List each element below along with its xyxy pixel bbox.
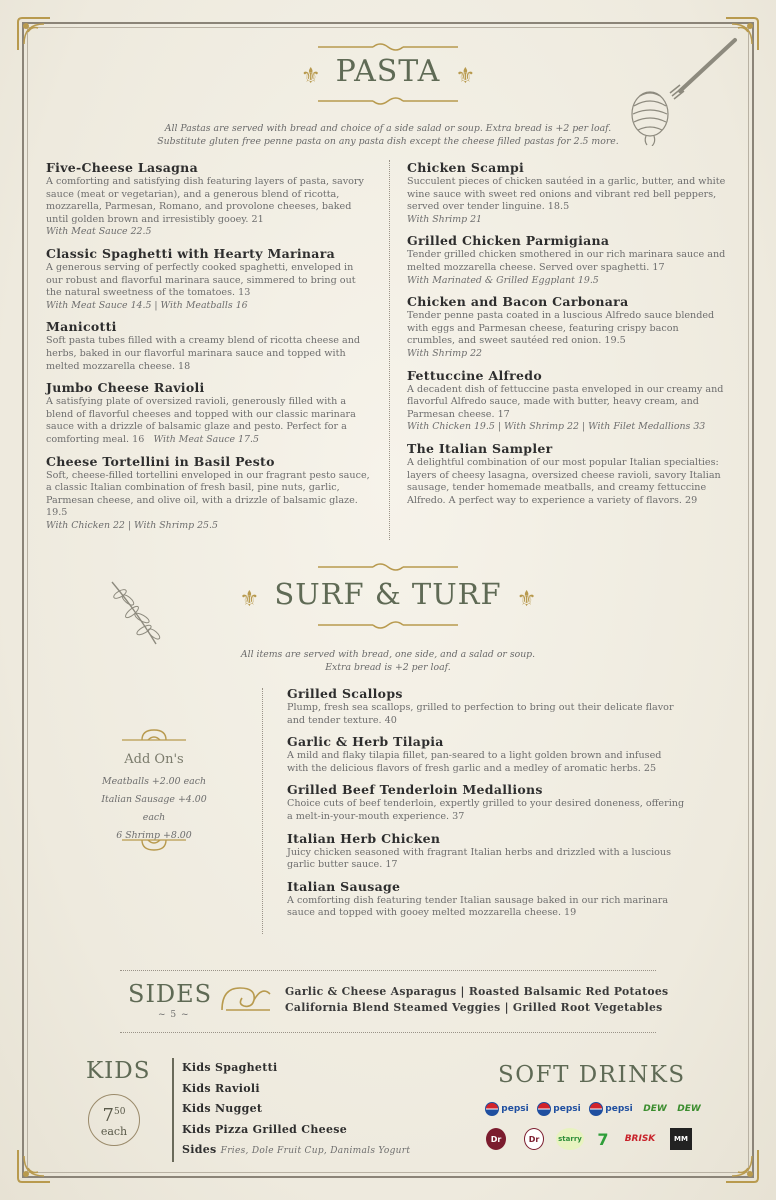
kids-item: Kids Pizza Grilled Cheese [182, 1122, 348, 1136]
soft-drinks-title: SOFT DRINKS [498, 1062, 686, 1088]
top-rule-ornament-icon [318, 42, 458, 52]
pepsi-zero-logo-icon [588, 1098, 634, 1120]
menu-item [287, 782, 685, 823]
item-name: Chicken and Bacon Carbonara [407, 294, 629, 310]
item-description-text: A satisfying plate of oversized ravioli, generously filled with a blend of flavorful cheeses and topped with our classic marinara sauce with a drizzle of balsamic glaze and pesto. Perfect for a comforting meal. 16 [46, 396, 356, 445]
item-description: Juicy chicken seasoned with fragrant Italian herbs and drizzled with a luscious garlic butter sauce. 17 [287, 846, 672, 871]
kids-sides-label: Sides [182, 1143, 217, 1156]
menu-item [46, 454, 370, 533]
logo-text: Dr [490, 1134, 502, 1144]
kids-price [89, 1102, 139, 1126]
item-description [46, 396, 370, 446]
menu-item [287, 686, 685, 727]
bottom-rule-ornament-icon [318, 620, 458, 630]
logo-text: MM [674, 1135, 688, 1143]
item-name: Chicken Scampi [407, 160, 525, 175]
menu-item [46, 380, 370, 446]
item-name: Grilled Chicken Parmigiana [407, 233, 610, 249]
surf-turf-header [216, 577, 560, 612]
kids-sides-text: Fries, Dole Fruit Cup, Danimals Yogurt [220, 1146, 411, 1156]
item-description: Plump, fresh sea scallops, grilled to perfection to bring out their delicate flavor and tender texture. 40 [287, 702, 674, 726]
addons-box [94, 752, 214, 845]
item-name: Manicotti [46, 319, 117, 335]
swirl-ornament-icon [218, 982, 274, 1020]
logo-text: pepsi [553, 1104, 581, 1114]
diet-mtn-dew-logo-icon [674, 1098, 704, 1120]
kids-item: Kids Nugget [182, 1102, 263, 1115]
drink-logos [484, 1098, 706, 1154]
logo-text: Dr [528, 1134, 540, 1144]
menu-item [407, 233, 729, 287]
item-name: Grilled Scallops [287, 686, 403, 701]
menu-item [46, 246, 370, 312]
starry-logo-icon [556, 1128, 584, 1150]
dr-pepper-logo-icon [486, 1128, 506, 1150]
item-extra: With Chicken 22 | With Shrimp 25.5 [46, 519, 218, 531]
logo-text: pepsi [501, 1104, 529, 1114]
logo-text: BRISK [624, 1134, 656, 1144]
herb-sprig-illustration-icon [104, 578, 164, 648]
pasta-right-column [407, 160, 729, 514]
fleur-de-lis-icon: ⚜ [516, 587, 537, 612]
addons-title: Add On's [124, 752, 184, 767]
surf-note-line: All items are served with bread, one side, and a salad or soup. [240, 649, 536, 660]
sides-title: SIDES [128, 980, 213, 1008]
menu-item [287, 734, 685, 775]
seven-up-logo-icon [592, 1128, 614, 1150]
addon-line: Meatballs +2.00 each [101, 776, 207, 787]
item-description: Tender grilled chicken smothered in our rich marinara sauce and melted mozzarella cheese. Served over spaghetti. 17 [407, 249, 726, 273]
addon-line: Italian Sausage +4.00 each [101, 794, 207, 823]
addon-line: 6 Shrimp +8.00 [116, 830, 192, 841]
kids-title: KIDS [86, 1058, 151, 1084]
bottom-rule-ornament-icon [318, 96, 458, 106]
item-name: Five-Cheese Lasagna [46, 160, 198, 175]
item-name: Cheese Tortellini in Basil Pesto [46, 453, 275, 469]
kids-price-unit: each [100, 1125, 128, 1138]
menu-item [407, 441, 729, 507]
item-description: Succulent pieces of chicken sautéed in a garlic, butter, and white wine sauce with sweet red onions and vibrant red bell peppers, served over tender linguine. 18.5 [407, 176, 726, 213]
minute-maid-logo-icon [670, 1128, 692, 1150]
sides-top-rule [120, 970, 656, 971]
diet-pepsi-logo-icon [536, 1098, 582, 1120]
item-extra: With Chicken 19.5 | With Shrimp 22 | With Filet Medallions 33 [407, 421, 706, 433]
kids-price-cents: 50 [114, 1107, 126, 1117]
item-description: A generous serving of perfectly cooked spaghetti, enveloped in our robust and flavorful marinara sauce, simmered to bring out the natural sweetness of the tomatoes. 13 [46, 261, 356, 299]
item-name: Classic Spaghetti with Hearty Marinara [46, 245, 335, 261]
diet-dr-pepper-logo-icon [524, 1128, 544, 1150]
item-name: Grilled Beef Tenderloin Medallions [287, 782, 543, 798]
top-rule-ornament-icon [318, 562, 458, 572]
sides-line: California Blend Steamed Veggies | Grilled Root Vegetables [285, 1001, 663, 1014]
surf-turf-title: SURF & TURF [274, 577, 502, 611]
menu-item [46, 319, 370, 373]
menu-item [407, 160, 729, 226]
item-description: A decadent dish of fettuccine pasta enveloped in our creamy and flavorful Alfredo sauce, made with butter, heavy cream, and Parmesan cheese. 17 [407, 383, 724, 420]
sides-bottom-rule [120, 1032, 656, 1033]
surf-divider [262, 688, 263, 934]
logo-text: DEW [643, 1104, 667, 1114]
addons-bottom-ornament-icon [122, 834, 186, 860]
surf-turf-note [200, 648, 576, 674]
pasta-left-column [46, 160, 370, 539]
pasta-note [60, 122, 716, 148]
kids-sides [182, 1140, 410, 1162]
fleur-de-lis-icon: ⚜ [300, 64, 321, 89]
item-name: Jumbo Cheese Ravioli [46, 380, 205, 396]
item-extra: With Meat Sauce 17.5 [153, 433, 259, 445]
menu-item [287, 831, 685, 872]
item-name: Italian Herb Chicken [287, 830, 441, 846]
surf-turf-column [287, 686, 685, 927]
logo-text: 7 [597, 1129, 609, 1149]
item-name: The Italian Sampler [407, 440, 553, 456]
item-description: A comforting dish featuring tender Italian sausage baked in our rich marinara sauce and topped with gooey melted mozzarella cheese. 19 [287, 894, 669, 919]
mtn-dew-logo-icon [640, 1098, 670, 1120]
logo-text: starry [558, 1135, 582, 1143]
menu-item [407, 368, 729, 434]
pasta-note-line: All Pastas are served with bread and choice of a side salad or soup. Extra bread is +2 per loaf. [164, 123, 612, 134]
menu-item [287, 879, 685, 920]
corner-ornament-icon [14, 1146, 54, 1186]
kids-list [172, 1058, 410, 1162]
item-extra: With Shrimp 21 [407, 213, 482, 225]
item-extra: With Meat Sauce 22.5 [46, 226, 152, 238]
surf-note-line: Extra bread is +2 per loaf. [325, 662, 451, 673]
logo-text: DEW [677, 1104, 701, 1114]
item-name: Italian Sausage [287, 878, 401, 894]
item-description: Choice cuts of beef tenderloin, expertly grilled to your desired doneness, offering a melt-in-your-mouth experience. 37 [287, 798, 685, 822]
item-extra: With Shrimp 22 [407, 347, 482, 359]
column-divider [389, 160, 390, 540]
menu-item [407, 294, 729, 360]
item-description: A comforting and satisfying dish featuring layers of pasta, savory sauce (meat or vegetarian), and a generous blend of ricotta, mozzarella, Parmesan, Romano, and provolone cheeses, baked until golden brown and irresistibly gooey. 21 [46, 176, 364, 225]
item-description: A mild and flaky tilapia fillet, pan-seared to a light golden brown and infused with the delicious flavors of fresh garlic and a medley of aromatic herbs. 25 [287, 750, 662, 774]
kids-price-main: 7 [102, 1105, 114, 1126]
fleur-de-lis-icon: ⚜ [455, 64, 476, 89]
item-extra: With Marinated & Grilled Eggplant 19.5 [407, 274, 599, 286]
sides-price: ~ 5 ~ [158, 1010, 190, 1020]
fleur-de-lis-icon: ⚜ [239, 587, 260, 612]
pasta-header [240, 54, 536, 89]
pepsi-logo-icon [484, 1098, 530, 1120]
kids-item: Kids Ravioli [182, 1081, 260, 1095]
kids-price-badge [88, 1094, 140, 1146]
logo-text: pepsi [605, 1104, 633, 1114]
sides-line: Garlic & Cheese Asparagus | Roasted Balsamic Red Potatoes [285, 985, 669, 998]
brisk-logo-icon [624, 1128, 656, 1150]
item-description: Soft, cheese-filled tortellini enveloped in our fragrant pesto sauce, a classic Italian combination of fresh basil, pine nuts, garlic, Parmesan cheese, and olive oil, with a drizzle of balsamic glaze. 19.5 [46, 469, 370, 519]
corner-ornament-icon [722, 1146, 762, 1186]
pasta-title: PASTA [335, 54, 441, 89]
kids-item: Kids Spaghetti [182, 1061, 278, 1074]
addons-top-ornament-icon [122, 724, 186, 750]
corner-ornament-icon [14, 14, 54, 54]
item-description: A delightful combination of our most popular Italian specialties: layers of cheesy lasagna, oversized cheese ravioli, savory Italian sausage, tender homemade meatballs, and creamy fettuccine Alfredo. A perfect way to experience a variety of flavors. 29 [407, 456, 721, 506]
item-name: Fettuccine Alfredo [407, 367, 542, 383]
item-extra: With Meat Sauce 14.5 | With Meatballs 16 [46, 299, 248, 311]
pasta-note-line: Substitute gluten free penne pasta on any pasta dish except the cheese filled pastas for 2.5 more. [157, 136, 619, 147]
item-description: Tender penne pasta coated in a luscious Alfredo sauce blended with eggs and Parmesan cheese, featuring crispy bacon crumbles, and sweet sautéed red onion. 19.5 [407, 310, 715, 347]
item-name: Garlic & Herb Tilapia [287, 734, 444, 750]
item-description: Soft pasta tubes filled with a creamy blend of ricotta cheese and herbs, baked in our flavorful marinara sauce and topped with melted mozzarella cheese. 18 [46, 335, 361, 372]
menu-item [46, 160, 370, 239]
